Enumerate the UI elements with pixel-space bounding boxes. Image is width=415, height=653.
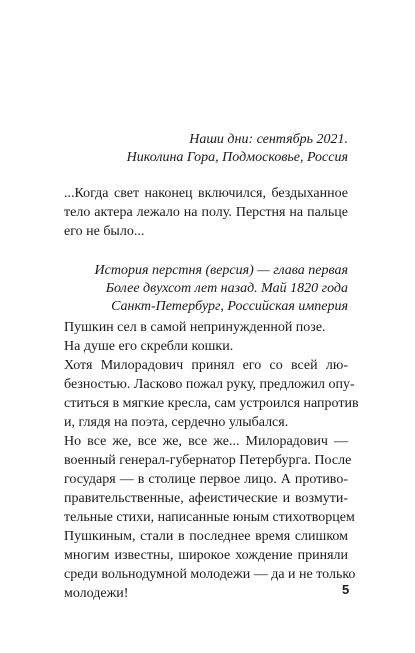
text-line: На душе его скребли кошки. <box>64 339 234 354</box>
epigraph-line: Санкт-Петербург, Российская империя <box>111 299 348 314</box>
epigraph-line: Более двухсот лет назад. Май 1820 года <box>105 281 348 296</box>
text-line: тельные стихи, написанные юным стихотворцем <box>64 510 355 525</box>
epigraph-chapter <box>95 262 348 316</box>
text-line: Пушкиным, стали в последнее время слишком <box>64 529 348 544</box>
text-line: тело актера лежало на полу. Перстня на пальце <box>64 205 348 220</box>
text-line: государя — в столице первое лицо. А противо- <box>64 472 348 487</box>
text-line: его не было... <box>64 224 145 239</box>
page-number: 5 <box>342 582 350 597</box>
intro-paragraph <box>64 184 348 241</box>
text-line: ...Когда свет наконец включился, бездыханное <box>64 186 348 201</box>
text-line: Хотя Милорадович принял его со всей лю- <box>64 358 348 373</box>
epigraph-line: Николина Гора, Подмосковье, Россия <box>126 150 348 165</box>
epigraph-line: История перстня (версия) — глава первая <box>94 263 348 278</box>
text-line: среди вольнодумной молодежи — да и не только <box>64 567 356 582</box>
text-line: многим известны, широкое хождение приняли <box>64 548 348 563</box>
text-line: ститься в мягкие кресла, сам устроился напротив <box>64 396 359 411</box>
text-line: молодежи! <box>64 586 129 601</box>
epigraph-line: Наши дни: сентябрь 2021. <box>189 132 348 147</box>
text-line: Пушкин сел в самой непринужденной позе. <box>64 320 326 335</box>
text-line: Но все же, все же, все же... Милорадович — <box>64 434 348 449</box>
chapter-body <box>64 318 359 603</box>
text-line: и, глядя на поэта, сердечно улыбался. <box>64 415 289 430</box>
epigraph-present-day <box>127 131 348 167</box>
text-line: безностью. Ласково пожал руку, предложил опу- <box>64 377 355 392</box>
text-line: правительственные, афеистические и возмути- <box>64 491 348 506</box>
text-line: военный генерал-губернатор Петербурга. После <box>64 453 352 468</box>
